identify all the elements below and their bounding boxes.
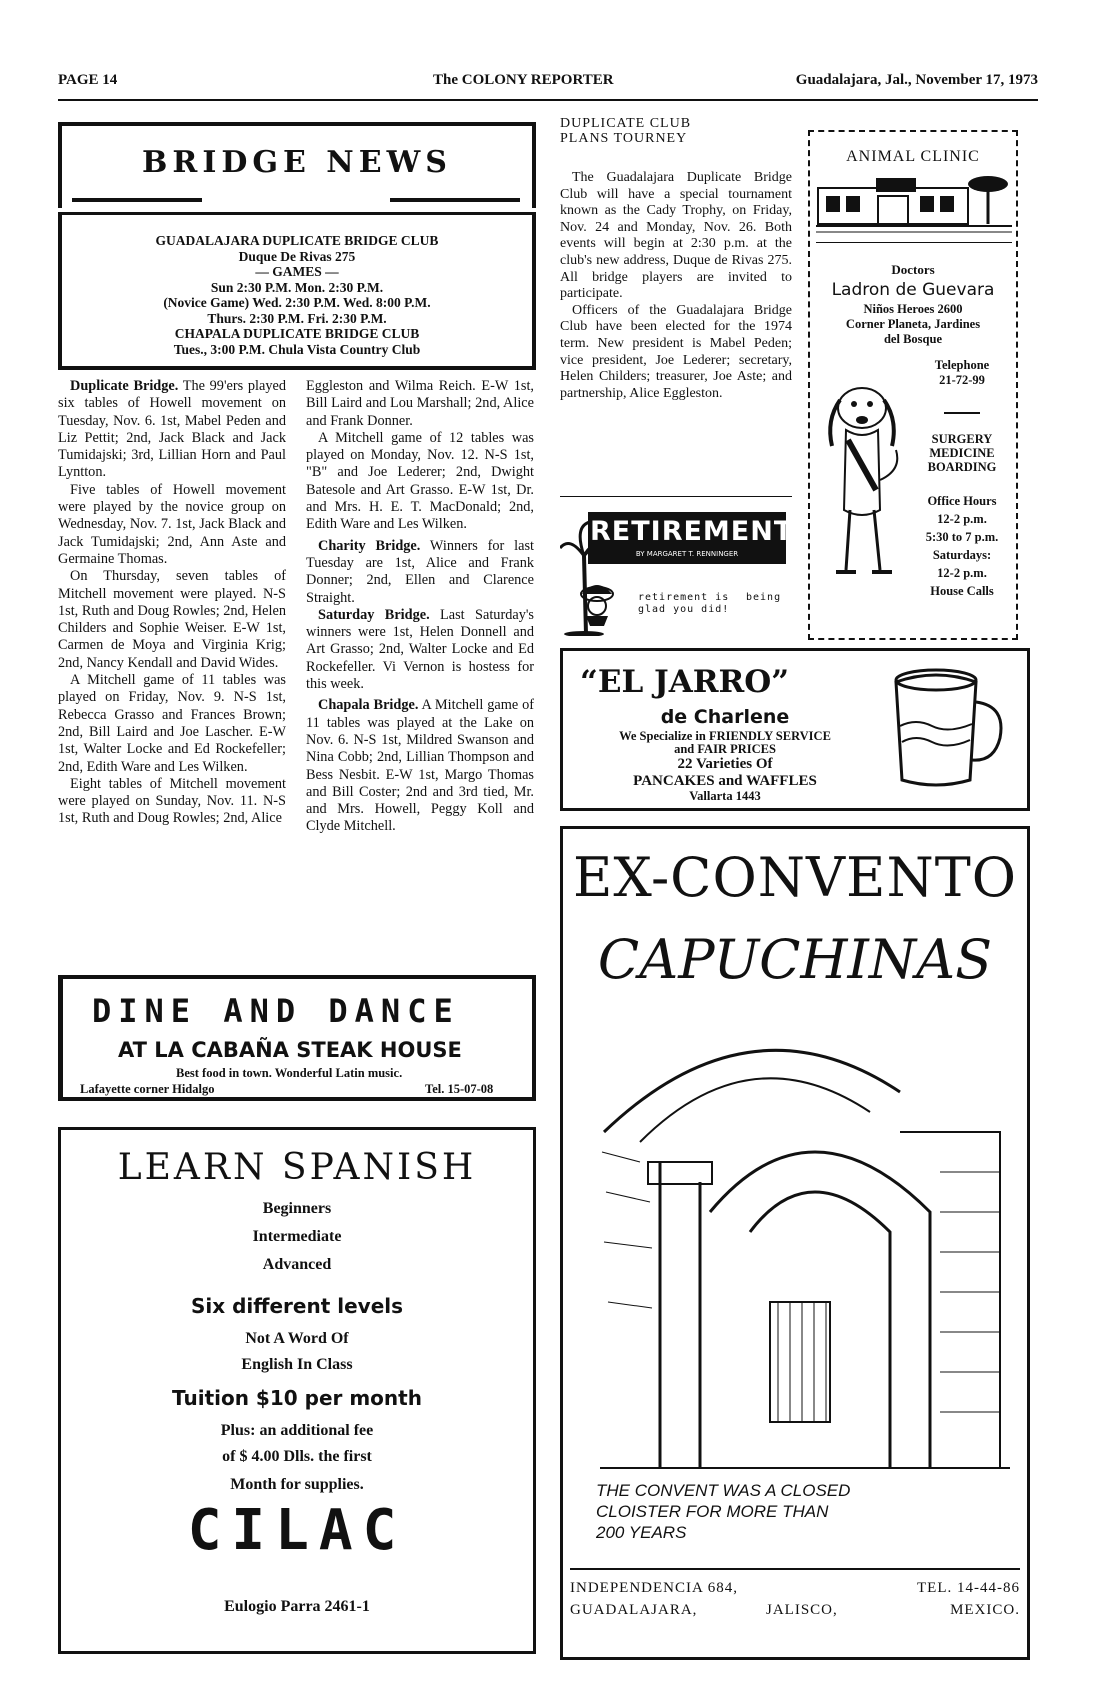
school-name: CILAC — [187, 1498, 407, 1563]
clinic-building-icon — [816, 174, 1012, 238]
club-address: Duque De Rivas 275 — [238, 248, 356, 264]
tourney-article — [560, 170, 792, 402]
clinic-dash — [944, 412, 980, 414]
convent-arch-illustration — [600, 1012, 1010, 1478]
clinic-doctor-name: Ladron de Guevara — [831, 280, 995, 300]
dine-subtitle: AT LA CABAÑA STEAK HOUSE — [118, 1038, 462, 1062]
level-advanced: Advanced — [262, 1256, 332, 1273]
clinic-services: SURGERY MEDICINE BOARDING — [927, 432, 997, 474]
schedule-line: CHAPALA DUPLICATE BRIDGE CLUB — [174, 326, 420, 341]
clinic-title: ANIMAL CLINIC — [846, 148, 980, 165]
school-address: Eulogio Parra 2461-1 — [224, 1598, 370, 1615]
article-column-2 — [306, 378, 534, 836]
spanish-line: of $ 4.00 Dlls. the first — [222, 1448, 372, 1465]
jarro-details: We Specialize in FRIENDLY SERVICE and FAIR PRICES 22 Varieties Of PANCAKES and WAFFLES Vallarta 1443 — [619, 729, 831, 803]
convento-rule — [570, 1568, 1020, 1570]
convento-title: EX-CONVENTO — [573, 846, 1017, 909]
clinic-address: Niños Heroes 2600 Corner Planeta, Jardines del Bosque — [845, 302, 981, 346]
paragraph: Chapala Bridge. A Mitchell game of 11 tables was played at the Lake on Nov. 6. N-S 1st, Mildred Swanson and Nina Cobb; 2nd, Lillian Thompson and Bess Nesbit. E-W 1st, Margo Thomas and Bill Coster; 2nd and 3rd tied, Mr. and Mrs. Howell, Peggy Koll and Clyde Mitchell. — [306, 697, 534, 835]
page-number: PAGE 14 — [58, 72, 118, 88]
masthead-rule — [58, 99, 1038, 101]
level-beginners: Beginners — [262, 1200, 332, 1217]
title-rule-right — [390, 198, 520, 202]
paragraph: Charity Bridge. Winners for last Tuesday are 1st, Alice and Frank Donner; 2nd, Ellen and Clarence Straight. — [306, 537, 534, 606]
retirement-ad — [560, 512, 869, 642]
bridge-schedule — [58, 212, 536, 370]
retirement-byline: BY MARGARET T. RENNINGER — [635, 550, 739, 558]
paragraph: On Thursday, seven tables of Mitchell movement were played. N-S 1st, Ruth and Doug Rowles; 2nd, Helen Childers and Sophie Weiser. E-W 1st, Carmen de Moya and Virginia Krig; 2nd, Nancy Kendall and David Wides. — [58, 568, 286, 671]
spanish-line: Month for supplies. — [230, 1476, 364, 1493]
dine-title: DINE AND DANCE — [92, 992, 460, 1030]
title-rule-left — [72, 198, 202, 202]
dine-address: Lafayette corner Hidalgo — [80, 1082, 215, 1096]
paragraph: Eight tables of Mitchell movement were played on Sunday, Nov. 11. N-S 1st, Ruth and Doug Rowles; 2nd, Alice — [58, 775, 286, 827]
retirement-title: RETIREMENT IS... — [590, 516, 869, 547]
paragraph: Eggleston and Wilma Reich. E-W 1st, Bill Laird and Lou Marshall; 2nd, Alice and Frank Donner. — [306, 378, 534, 429]
tourney-headline: DUPLICATE CLUB PLANS TOURNEY — [560, 116, 692, 146]
spanish-line: Plus: an additional fee — [220, 1422, 374, 1439]
tuition-headline: Tuition $10 per month — [172, 1386, 422, 1410]
clinic-rule — [816, 242, 1012, 243]
paragraph: Five tables of Howell movement were played by the novice group on Wednesday, Nov. 7. 1st, Jack Black and Jack Tumidajski; 2nd, Ann Aste and Germaine Thomas. — [58, 481, 286, 567]
paragraph: Officers of the Guadalajara Bridge Club have been elected for the 1974 term. New president is Mabel Peden; vice president, Joe Lederer; secretary, Helen Childers; treasurer, Joe Aste; and partnership, Alice Eggleston. — [560, 302, 792, 401]
convento-title-2: CAPUCHINAS — [597, 928, 993, 991]
paragraph: A Mitchell game of 12 tables was played on Monday, Nov. 12. N-S 1st, "B" and Joe Lederer; 2nd, Dwight Batesole and Art Grasso. E-W 1st, Dr. and Mrs. H. E. T. MacDonald; 2nd, Edith Ware and Les Wilken. — [306, 429, 534, 533]
paragraph: Saturday Bridge. Last Saturday's winners were 1st, Helen Donnell and Art Grasso; 2nd, Walter Locke and Ed Rockefeller. Vi Vernon is hostess for this week. — [306, 606, 534, 693]
article-column-1 — [58, 378, 286, 828]
spanish-line: Not A Word Of — [245, 1330, 349, 1347]
level-intermediate: Intermediate — [252, 1228, 342, 1245]
masthead — [58, 72, 1038, 98]
spanish-title: LEARN SPANISH — [117, 1147, 477, 1188]
dateline: Guadalajara, Jal., November 17, 1973 — [795, 72, 1038, 88]
clinic-telephone: Telephone 21-72-99 — [934, 358, 990, 387]
sleeping-figure-icon — [574, 576, 620, 628]
retirement-tagline: retirement is glad you did! — [638, 592, 730, 615]
spanish-line: English In Class — [241, 1356, 353, 1373]
games-label: — GAMES — — [255, 264, 339, 279]
club-name: GUADALAJARA DUPLICATE BRIDGE CLUB — [155, 233, 439, 248]
schedule-line: Tues., 3:00 P.M. Chula Vista Country Club — [173, 341, 421, 357]
clinic-hours: Office Hours 12-2 p.m. 5:30 to 7 p.m. Saturdays: 12-2 p.m. House Calls — [925, 494, 999, 598]
paragraph: The Guadalajara Duplicate Bridge Club will have a special tournament known as the Cady Trophy, on Friday, Nov. 24 and Monday, Nov. 26. Both events will begin at 2:30 p.m. at the club's new address, Duque de Rivas 275. All bridge players are invited to participate. — [560, 170, 792, 302]
schedule-line: (Novice Game) Wed. 2:30 P.M. Wed. 8:00 P.M. — [163, 295, 431, 310]
levels-headline: Six different levels — [190, 1294, 404, 1318]
dine-telephone: Tel. 15-07-08 — [425, 1082, 494, 1096]
schedule-line: Sun 2:30 P.M. Mon. 2:30 P.M. — [210, 279, 384, 295]
paragraph: A Mitchell game of 11 tables was played on Friday, Nov. 9. N-S 1st, Rebecca Grasso and Frances Brown; 2nd, Bill Laird and Joe Lascher. E-W 1st, Walter Locke and Ed Rockefeller; 2nd, Edith Ware and Les Wilken. — [58, 672, 286, 775]
dog-mascot-icon — [822, 380, 908, 590]
jarro-title: “EL JARRO” — [580, 664, 790, 700]
bridge-news-title: BRIDGE NEWS — [142, 145, 452, 180]
dine-tagline: Best food in town. Wonderful Latin music. — [176, 1066, 403, 1080]
paragraph: Duplicate Bridge. The 99'ers played six tables of Howell movement on Tuesday, Nov. 6. 1st, Mabel Peden and Liz Pettit; 2nd, Jack Black and Jack Tumidajski; 3rd, Lillian Horn and Paul Lyntton. — [58, 378, 286, 481]
article-divider — [560, 496, 792, 497]
schedule-line: Thurs. 2:30 P.M. Fri. 2:30 P.M. — [207, 310, 387, 326]
pitcher-icon — [886, 664, 1010, 792]
retirement-tagline-2: being — [746, 592, 782, 603]
jarro-subtitle: de Charlene — [660, 706, 790, 728]
clinic-doctors: Doctors — [891, 262, 935, 277]
paper-name: The COLONY REPORTER — [433, 72, 614, 88]
convento-caption: THE CONVENT WAS A CLOSED CLOISTER FOR MORE THAN 200 YEARS — [596, 1481, 851, 1542]
